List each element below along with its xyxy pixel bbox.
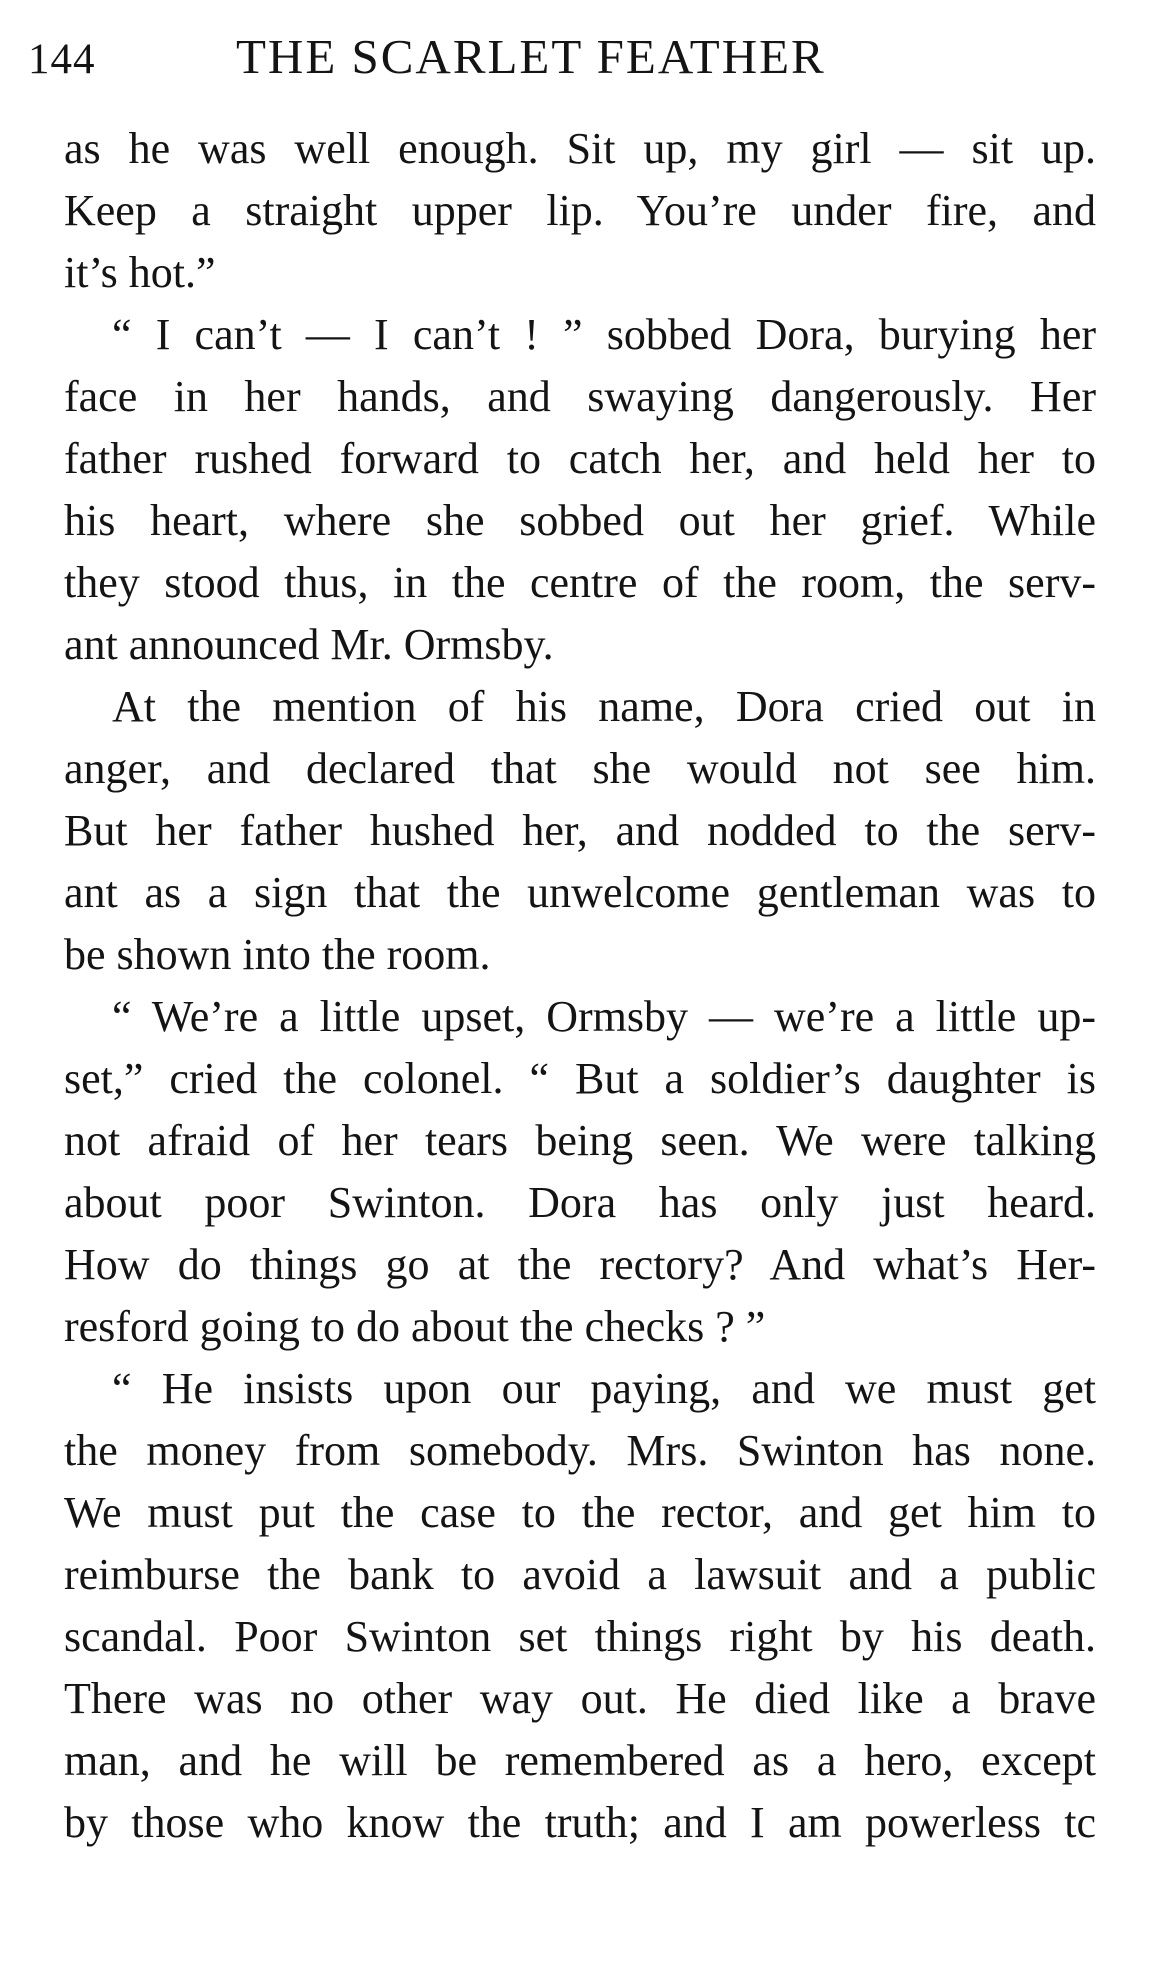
- text-line: it’s hot.”: [64, 248, 216, 297]
- text-line: as he was well enough. Sit up, my girl — sit up.: [64, 124, 1096, 173]
- text-line: Keep a straight upper lip. You’re under fire, and: [64, 186, 1096, 235]
- text-line: his heart, where she sobbed out her grief. While: [64, 496, 1096, 545]
- body-text: [64, 118, 1096, 1854]
- text-line: they stood thus, in the centre of the room, the serv-: [64, 558, 1096, 607]
- text-line: face in her hands, and swaying dangerously. Her: [64, 372, 1096, 421]
- text-line: scandal. Poor Swinton set things right by his death.: [64, 1612, 1096, 1661]
- text-line: reimburse the bank to avoid a lawsuit and a public: [64, 1550, 1096, 1599]
- text-line: “ We’re a little upset, Ormsby — we’re a little up-: [112, 992, 1096, 1041]
- text-line: How do things go at the rectory? And what’s Her-: [64, 1240, 1096, 1289]
- text-line: man, and he will be remembered as a hero, except: [64, 1736, 1096, 1785]
- text-line: set,” cried the colonel. “ But a soldier’s daughter is: [64, 1054, 1096, 1103]
- text-line: At the mention of his name, Dora cried out in: [112, 682, 1096, 731]
- text-line: about poor Swinton. Dora has only just heard.: [64, 1178, 1096, 1227]
- text-line: be shown into the room.: [64, 930, 491, 979]
- text-line: resford going to do about the checks ? ”: [64, 1302, 766, 1351]
- text-line: There was no other way out. He died like a brave: [64, 1674, 1096, 1723]
- text-line: ant as a sign that the unwelcome gentleman was to: [64, 868, 1096, 917]
- text-line: “ He insists upon our paying, and we must get: [112, 1364, 1096, 1413]
- running-title: THE SCARLET FEATHER: [236, 29, 826, 84]
- text-line: ant announced Mr. Ormsby.: [64, 620, 554, 669]
- text-line: We must put the case to the rector, and get him to: [64, 1488, 1096, 1537]
- text-line: But her father hushed her, and nodded to the serv-: [64, 806, 1096, 855]
- running-head: [28, 22, 1128, 92]
- page-number: 144: [28, 36, 96, 83]
- text-line: by those who know the truth; and I am powerless tc: [64, 1798, 1096, 1847]
- text-line: father rushed forward to catch her, and held her to: [64, 434, 1096, 483]
- text-line: the money from somebody. Mrs. Swinton has none.: [64, 1426, 1096, 1475]
- text-line: not afraid of her tears being seen. We were talking: [64, 1116, 1096, 1165]
- text-line: “ I can’t — I can’t ! ” sobbed Dora, burying her: [112, 310, 1096, 359]
- text-line: anger, and declared that she would not see him.: [64, 744, 1096, 793]
